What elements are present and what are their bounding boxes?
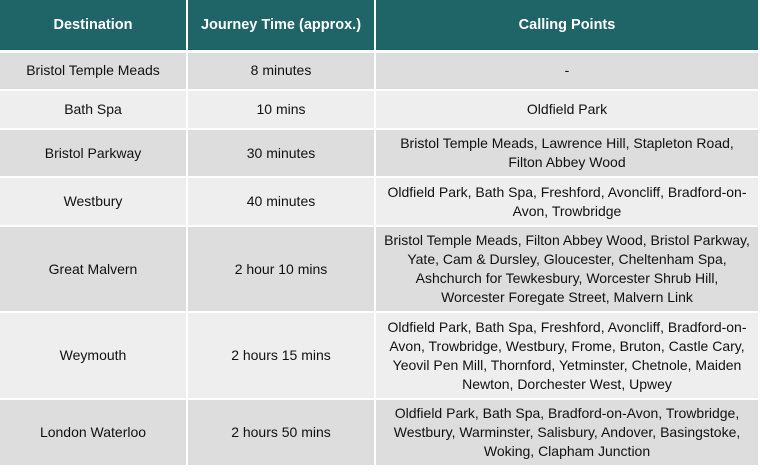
table-header [0, 0, 758, 51]
cell-destination: Westbury [0, 177, 187, 226]
cell-destination: London Waterloo [0, 399, 187, 466]
header-row [0, 0, 758, 51]
table-row [0, 226, 758, 312]
table-row [0, 399, 758, 466]
table-row [0, 177, 758, 226]
table-row [0, 51, 758, 90]
cell-calling-points: - [375, 51, 758, 90]
table-row [0, 129, 758, 177]
table-body [0, 51, 758, 466]
cell-journey-time: 2 hours 50 mins [187, 399, 375, 466]
cell-journey-time: 30 minutes [187, 129, 375, 177]
cell-destination: Bath Spa [0, 90, 187, 129]
cell-journey-time: 8 minutes [187, 51, 375, 90]
cell-destination: Bristol Parkway [0, 129, 187, 177]
cell-destination: Bristol Temple Meads [0, 51, 187, 90]
cell-destination: Great Malvern [0, 226, 187, 312]
table-row [0, 312, 758, 399]
cell-journey-time: 2 hours 15 mins [187, 312, 375, 399]
header-destination: Destination [0, 0, 187, 51]
cell-journey-time: 10 mins [187, 90, 375, 129]
table-row [0, 90, 758, 129]
header-journey-time: Journey Time (approx.) [187, 0, 375, 51]
cell-journey-time: 40 minutes [187, 177, 375, 226]
cell-calling-points: Oldfield Park, Bath Spa, Bradford-on-Avon, Trowbridge, Westbury, Warminster, Salisbury, Andover, Basingstoke, Woking, Clapham Junction [375, 399, 758, 466]
cell-destination: Weymouth [0, 312, 187, 399]
cell-calling-points: Oldfield Park [375, 90, 758, 129]
cell-calling-points: Bristol Temple Meads, Filton Abbey Wood, Bristol Parkway, Yate, Cam & Dursley, Gloucester, Cheltenham Spa, Ashchurch for Tewkesbury, Worcester Shrub Hill, Worcester Foregate Street, Malvern Link [375, 226, 758, 312]
cell-calling-points: Bristol Temple Meads, Lawrence Hill, Stapleton Road, Filton Abbey Wood [375, 129, 758, 177]
header-calling-points: Calling Points [375, 0, 758, 51]
cell-calling-points: Oldfield Park, Bath Spa, Freshford, Avoncliff, Bradford-on-Avon, Trowbridge [375, 177, 758, 226]
cell-journey-time: 2 hour 10 mins [187, 226, 375, 312]
cell-calling-points: Oldfield Park, Bath Spa, Freshford, Avoncliff, Bradford-on-Avon, Trowbridge, Westbury, Frome, Bruton, Castle Cary, Yeovil Pen Mill, Thornford, Yetminster, Chetnole, Maiden Newton, Dorchester West, Upwey [375, 312, 758, 399]
